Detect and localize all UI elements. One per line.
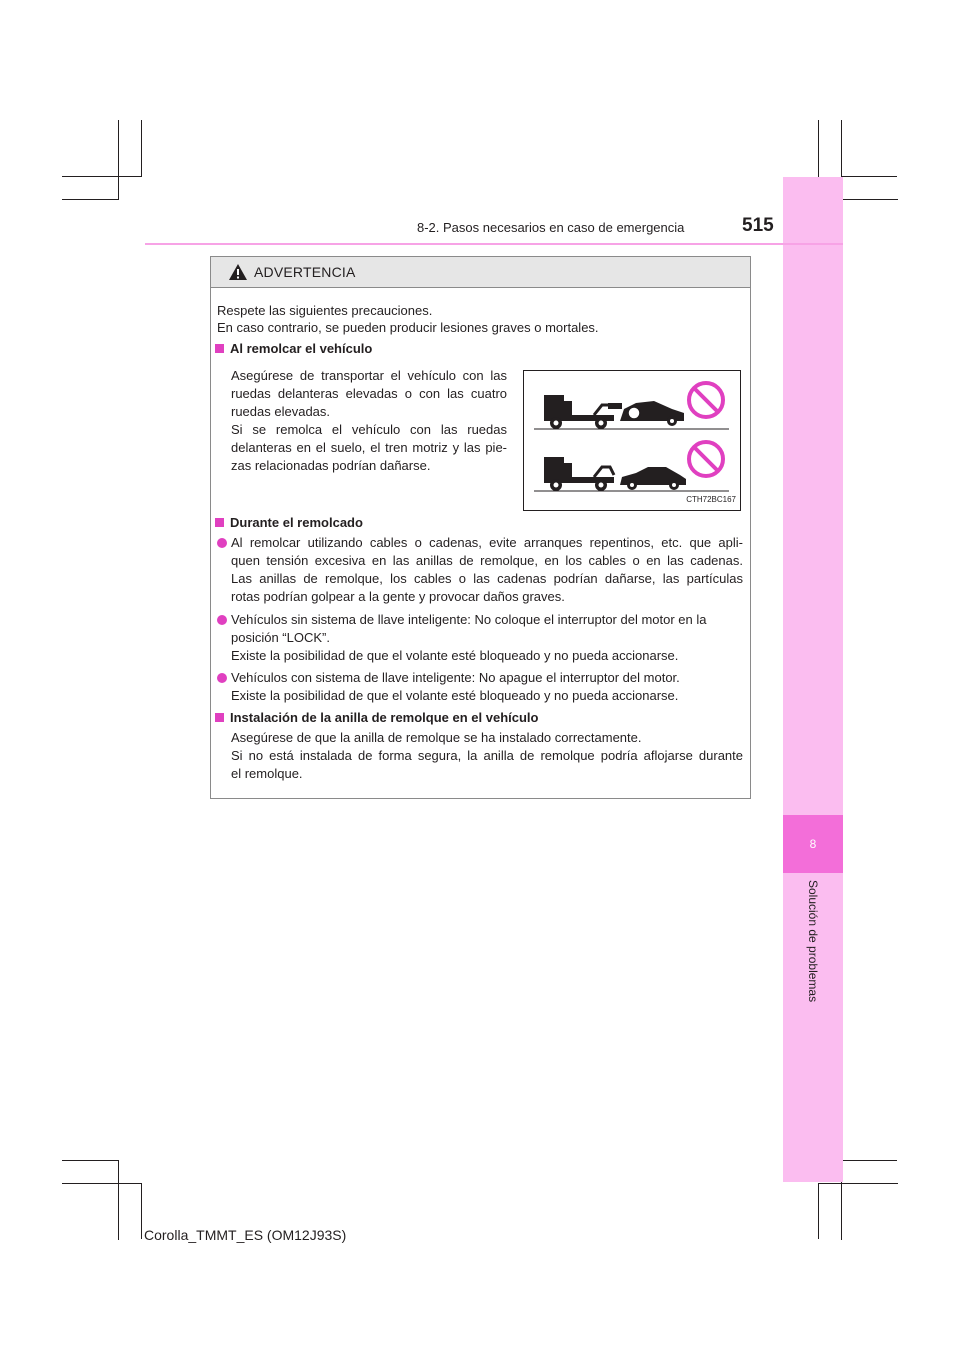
crop-mark xyxy=(118,120,119,200)
intro-line: En caso contrario, se pueden producir lesiones graves o mortales. xyxy=(217,320,599,335)
crop-mark xyxy=(818,1183,819,1239)
section-heading: Al remolcar el vehículo xyxy=(215,340,372,357)
paragraph-line: quen tensión excesiva en las anillas de remolque, en los cables o en las cadenas. xyxy=(231,553,743,568)
square-bullet-icon xyxy=(215,518,224,527)
paragraph-line: Existe la posibilidad de que el volante esté bloqueado y no pueda accionarse. xyxy=(231,688,679,703)
crop-mark xyxy=(141,120,142,176)
crop-mark xyxy=(841,120,842,176)
paragraph-line: Las anillas de remolque, los cables o las cadenas podrían dañarse, las partículas xyxy=(231,571,743,586)
chapter-side-tab xyxy=(783,177,843,1182)
section-heading: Durante el remolcado xyxy=(215,514,363,531)
paragraph-line: rotas podrían golpear a la gente y provocar daños graves. xyxy=(231,589,565,604)
paragraph-line: zas relacionadas podrían dañarse. xyxy=(231,458,431,473)
square-bullet-icon xyxy=(215,713,224,722)
warning-triangle-icon xyxy=(228,263,248,281)
document-id: Corolla_TMMT_ES (OM12J93S) xyxy=(144,1227,347,1243)
paragraph-line: delanteras en el suelo, el tren motriz y las pie- xyxy=(231,440,507,455)
crop-mark xyxy=(841,1160,897,1161)
paragraph-line: Al remolcar utilizando cables o cadenas, evite arranques repentinos, etc. que apli- xyxy=(231,535,743,550)
section-title: 8-2. Pasos necesarios en caso de emergencia xyxy=(417,220,685,235)
header-rule xyxy=(145,243,843,245)
paragraph-line: Asegúrese de que la anilla de remolque se ha instalado correctamente. xyxy=(231,730,642,745)
paragraph-line: Vehículos con sistema de llave inteligente: No apague el interruptor del motor. xyxy=(231,670,680,685)
warning-header xyxy=(211,257,750,288)
paragraph-line: Existe la posibilidad de que el volante esté bloqueado y no pueda accionarse. xyxy=(231,648,679,663)
paragraph-line: Vehículos sin sistema de llave inteligente: No coloque el interruptor del motor en la xyxy=(231,612,707,627)
crop-mark xyxy=(62,176,142,177)
warning-title: ADVERTENCIA xyxy=(254,264,356,280)
round-bullet-icon xyxy=(217,538,227,548)
figure-code: CTH72BC167 xyxy=(686,495,736,504)
round-bullet-icon xyxy=(217,673,227,683)
paragraph-line: posición “LOCK”. xyxy=(231,630,330,645)
crop-mark xyxy=(841,176,897,177)
paragraph-line: Si se remolca el vehículo con las ruedas xyxy=(231,422,507,437)
crop-mark xyxy=(62,1183,142,1184)
paragraph-line: ruedas delanteras elevadas o con las cuatro xyxy=(231,386,507,401)
paragraph-line: ruedas elevadas. xyxy=(231,404,331,419)
paragraph-line: Asegúrese de transportar el vehículo con las xyxy=(231,368,507,383)
intro-line: Respete las siguientes precauciones. xyxy=(217,303,433,318)
crop-mark xyxy=(118,1160,119,1240)
paragraph-line: el remolque. xyxy=(231,766,303,781)
chapter-label: Solución de problemas xyxy=(806,880,820,1003)
warning-box xyxy=(210,256,751,799)
tow-truck-illustration-icon xyxy=(524,371,740,510)
crop-mark xyxy=(141,1183,142,1239)
section-heading: Instalación de la anilla de remolque en el vehículo xyxy=(215,709,538,726)
crop-mark xyxy=(818,1183,898,1184)
crop-mark xyxy=(62,199,118,200)
page-number: 515 xyxy=(742,215,774,236)
round-bullet-icon xyxy=(217,615,227,625)
towing-illustration xyxy=(523,370,741,511)
chapter-number: 8 xyxy=(783,815,843,873)
crop-mark xyxy=(62,1160,118,1161)
paragraph-line: Si no está instalada de forma segura, la anilla de remolque podría aflojarse durante xyxy=(231,748,743,763)
square-bullet-icon xyxy=(215,344,224,353)
